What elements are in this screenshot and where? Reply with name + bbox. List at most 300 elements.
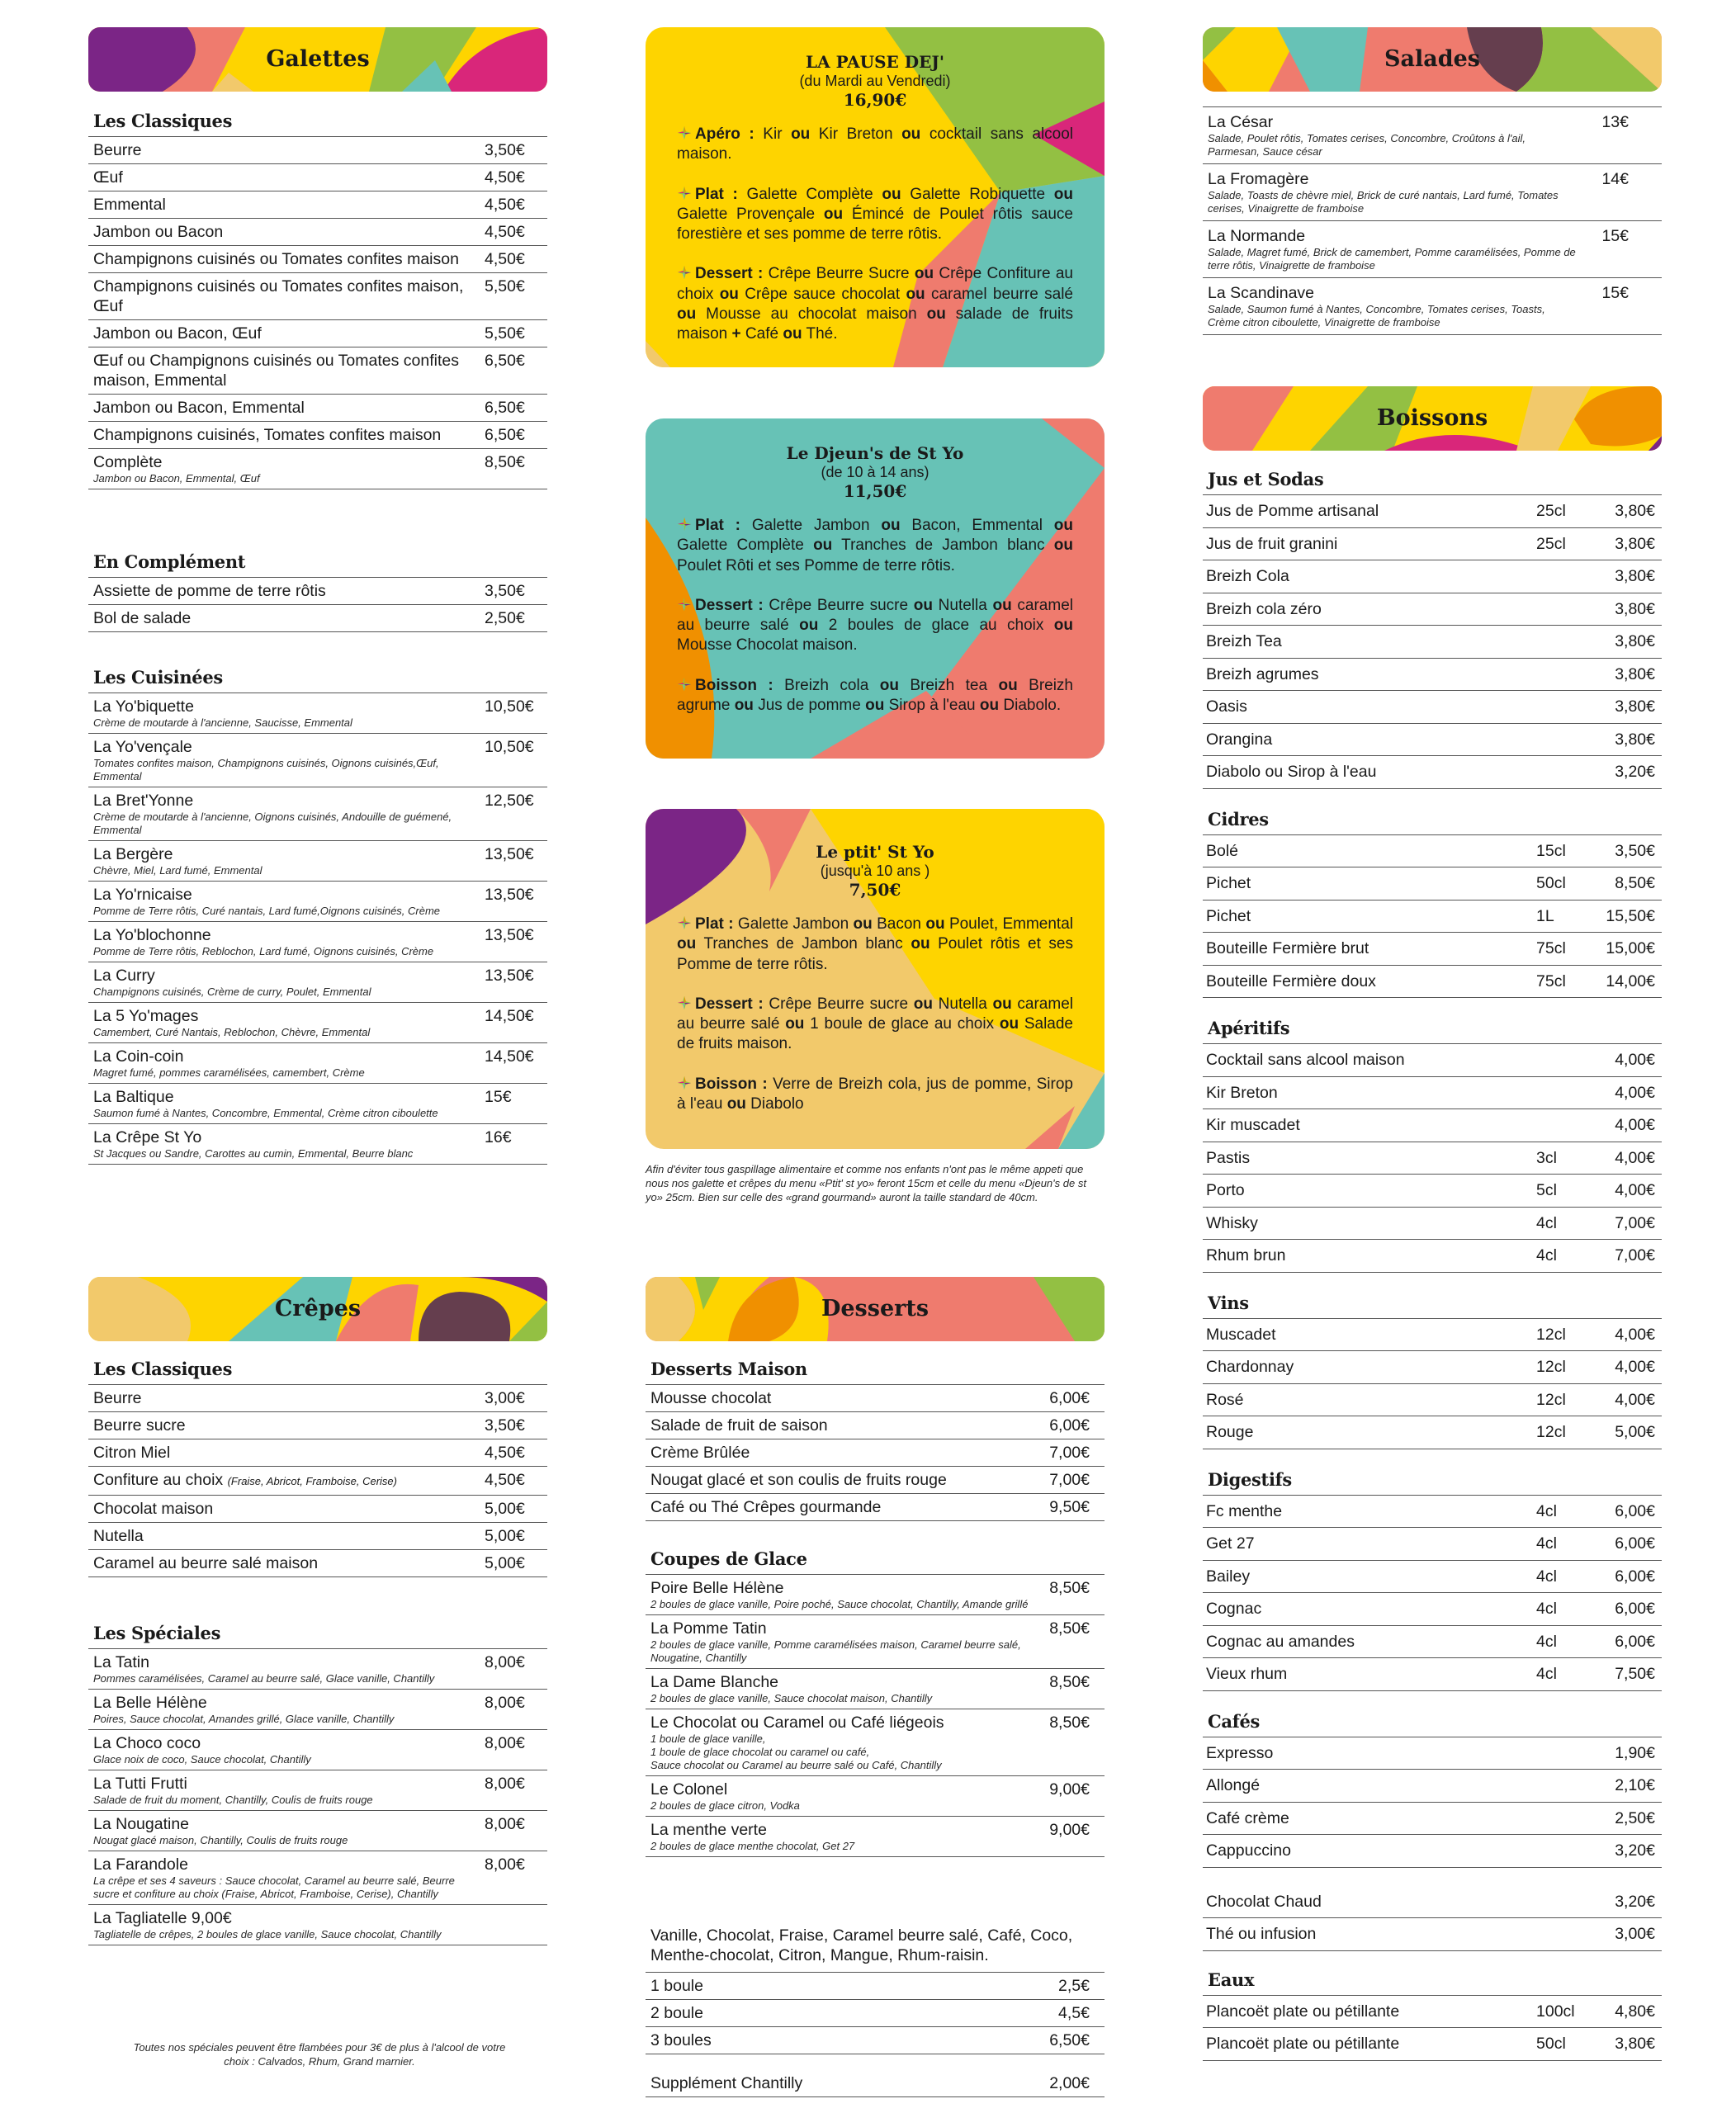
drink-row: [1203, 626, 1662, 659]
menu-item-row: [88, 1811, 547, 1851]
drink-row: [1203, 1319, 1662, 1352]
item-price: 8,00€: [485, 1815, 525, 1833]
drink-row: [1203, 1770, 1662, 1803]
parfums-row: [646, 1919, 1105, 1973]
item-volume: 75cl: [1536, 971, 1566, 990]
boissons-title: Boissons: [1376, 405, 1488, 431]
menu-item-row: [88, 962, 547, 1003]
menu-item-row: [646, 1467, 1105, 1494]
pause-dej-plat: Plat : Galette Complète ou Galette Robiquette ou Galette Provençale ou Émincé de Poulet rôtis sauce forestière et ses pomme de terre rôtis.: [677, 185, 1073, 243]
drink-row: [1203, 495, 1662, 528]
star-icon: [677, 265, 692, 280]
item-name: 1 boule: [650, 1977, 703, 1995]
item-price: 3,00€: [485, 1389, 525, 1407]
item-price: 6,00€: [1615, 1534, 1655, 1553]
item-price: 6,00€: [1049, 1389, 1090, 1407]
crepes-title: Crêpes: [274, 1296, 362, 1321]
pause-dej-price: 16,90€: [843, 90, 907, 110]
desserts-maison-section: [646, 1359, 1105, 1521]
item-name: La Tagliatelle 9,00€: [93, 1909, 232, 1927]
item-price: 8,00€: [485, 1734, 525, 1752]
item-price: 4,50€: [485, 168, 525, 187]
item-description: Salade, Saumon fumé à Nantes, Concombre, Tomates cerises, Toasts, Crème citron ciboulette, Vinaigrette de framboise: [1208, 303, 1545, 329]
menu-item-row: [646, 1709, 1105, 1776]
pause-dej-title: LA PAUSE DEJ': [806, 52, 944, 72]
item-price: 4,00€: [1615, 1116, 1655, 1134]
item-price: 13,50€: [485, 967, 534, 985]
item-price: 3,80€: [1615, 502, 1655, 520]
item-price: 7,50€: [1615, 1665, 1655, 1683]
drink-row: [1203, 724, 1662, 757]
salade-row: [1203, 278, 1662, 335]
item-description: Salade de fruit du moment, Chantilly, Coulis de fruits rouge: [93, 1794, 373, 1806]
menu-item-row: [646, 1385, 1105, 1412]
item-name: Kir muscadet: [1206, 1116, 1300, 1134]
crepes-classiques-section: [88, 1359, 547, 1577]
item-name: Vieux rhum: [1206, 1665, 1288, 1683]
item-price: 6,50€: [485, 399, 525, 417]
drink-row: [1203, 1737, 1662, 1770]
item-description: Pommes caramélisées, Caramel au beurre salé, Glace vanille, Chantilly: [93, 1672, 435, 1685]
item-description: Crème de moutarde à l'ancienne, Saucisse, Emmental: [93, 716, 352, 729]
item-description: Champignons cuisinés, Crème de curry, Poulet, Emmental: [93, 986, 371, 998]
menu-item-row: [88, 1003, 547, 1043]
item-name: La Curry: [93, 967, 155, 985]
star-icon: [677, 1075, 692, 1090]
menu-item-row: [88, 1905, 547, 1945]
item-name: Cognac: [1206, 1600, 1262, 1618]
star-icon: [677, 597, 692, 612]
drink-row: [1203, 1416, 1662, 1449]
menu-item-row: [88, 1550, 547, 1577]
drink-row: [1203, 756, 1662, 789]
star-icon: [677, 186, 692, 201]
salade-row: [1203, 221, 1662, 278]
salades-section: [1203, 106, 1662, 335]
menu-item-row: [646, 1776, 1105, 1817]
item-name: Salade de fruit de saison: [650, 1416, 828, 1435]
item-price: 6,00€: [1615, 1501, 1655, 1520]
item-price: 7,00€: [1049, 1444, 1090, 1462]
item-price: 4,00€: [1615, 1390, 1655, 1409]
djeuns-plat: Plat : Galette Jambon ou Bacon, Emmental ou Galette Complète ou Tranches de Jambon blanc ou Poulet Rôti et ses Pomme de terre rôtis.: [677, 517, 1073, 574]
item-price: 15€: [1601, 284, 1629, 302]
star-icon: [677, 517, 692, 532]
item-description: 2 boules de glace vanille, Poire poché, Sauce chocolat, Chantilly, Amande grillé: [650, 1598, 1029, 1610]
spacer-row: [1203, 1868, 1662, 1886]
boissons-group: [1203, 1469, 1662, 1691]
item-name: Rosé: [1206, 1390, 1244, 1409]
item-price: 14,50€: [485, 1007, 534, 1025]
item-price: 3,50€: [1615, 841, 1655, 860]
menu-item-row: [88, 578, 547, 605]
item-price: 13,50€: [485, 845, 534, 863]
crepes-speciales-section: [88, 1623, 547, 1945]
menu-item-row: [88, 1385, 547, 1412]
section-heading: Cafés: [1203, 1711, 1662, 1737]
ptit-boisson: Boisson : Verre de Breizh cola, jus de pomme, Sirop à l'eau ou Diabolo: [677, 1075, 1073, 1113]
drink-row: [1203, 1803, 1662, 1836]
ptit-plat: Plat : Galette Jambon ou Bacon ou Poulet, Emmental ou Tranches de Jambon blanc ou Poulet rôtis et ses Pomme de terre rôtis.: [677, 915, 1073, 973]
item-price: 13,50€: [485, 886, 534, 904]
item-name: La Normande: [1208, 227, 1306, 245]
item-volume: 75cl: [1536, 939, 1566, 957]
item-name: Beurre: [93, 141, 142, 159]
item-name: Thé ou infusion: [1206, 1925, 1317, 1943]
item-name: Beurre: [93, 1389, 142, 1407]
item-volume: 12cl: [1536, 1390, 1566, 1409]
item-description: 2 boules de glace vanille, Pomme caramélisées maison, Caramel beurre salé, Nougatine, Chantilly: [650, 1638, 1021, 1664]
pause-dej-card: [646, 27, 1105, 367]
menu-item-row: [646, 1494, 1105, 1521]
parfums-text: Vanille, Chocolat, Fraise, Caramel beurre salé, Café, Coco, Menthe-chocolat, Citron, Mangue, Rhum-raisin.: [650, 1926, 1073, 1964]
item-name: Jambon ou Bacon, Emmental: [93, 399, 305, 417]
section-heading: En Complément: [88, 551, 547, 578]
desserts-title: Desserts: [821, 1296, 929, 1321]
item-volume: 4cl: [1536, 1246, 1557, 1264]
item-price: 6,00€: [1049, 1416, 1090, 1435]
item-price: 8,00€: [485, 1653, 525, 1671]
item-volume: 12cl: [1536, 1325, 1566, 1344]
item-description: Tagliatelle de crêpes, 2 boules de glace vanille, Sauce chocolat, Chantilly: [93, 1928, 442, 1940]
item-description: Magret fumé, pommes caramélisées, camembert, Crème: [93, 1066, 365, 1079]
drink-row: [1203, 966, 1662, 999]
drink-row: [1203, 560, 1662, 593]
item-description: Jambon ou Bacon, Emmental, Œuf: [93, 472, 260, 485]
drink-row: [1203, 933, 1662, 966]
item-price: 2,00€: [1049, 2074, 1090, 2092]
item-price: 1,90€: [1615, 1743, 1655, 1762]
item-price: 8,50€: [1049, 1579, 1090, 1597]
item-name: [93, 1470, 465, 1491]
drink-row: [1203, 1077, 1662, 1110]
item-name: Whisky: [1206, 1213, 1258, 1232]
item-name: Œuf: [93, 168, 123, 187]
item-price: 3,20€: [1615, 763, 1655, 781]
djeuns-boisson: Boisson : Breizh cola ou Breizh tea ou Breizh agrume ou Jus de pomme ou Sirop à l'eau ou Diabolo.: [677, 676, 1074, 715]
item-name: La Pomme Tatin: [650, 1619, 767, 1638]
item-price: 7,00€: [1049, 1471, 1090, 1489]
menu-item-row: [88, 734, 547, 787]
item-name: La Belle Hélène: [93, 1694, 207, 1712]
drink-row: [1203, 1109, 1662, 1142]
desserts-banner: [646, 1277, 1105, 1341]
drink-row: [1203, 1351, 1662, 1384]
item-description: 2 boules de glace menthe chocolat, Get 27: [650, 1840, 855, 1852]
boissons-section: [1203, 469, 1662, 2081]
pause-dej-dessert: Dessert : Crêpe Beurre Sucre ou Crêpe Confiture au choix ou Crêpe sauce chocolat ou caramel beurre salé ou Mousse au chocolat maison ou salade de fruits maison + Café ou Thé.: [677, 265, 1073, 343]
menu-item-row: [646, 1669, 1105, 1709]
section-heading: Les Spéciales: [88, 1623, 547, 1649]
salades-title: Salades: [1384, 46, 1480, 72]
item-price: 4,50€: [485, 196, 525, 214]
crepes-flambe-note: Toutes nos spéciales peuvent être flambées pour 3€ de plus à l'alcool de votre choix : Calvados, Rhum, Grand marnier.: [133, 2041, 506, 2068]
item-name: Supplément Chantilly: [650, 2074, 803, 2092]
item-name: Chocolat maison: [93, 1500, 214, 1518]
item-name: Bouteille Fermière brut: [1206, 939, 1369, 957]
item-name: La Crêpe St Yo: [93, 1128, 202, 1146]
item-name: Muscadet: [1206, 1325, 1276, 1344]
item-description: Poires, Sauce chocolat, Amandes grillé, Glace vanille, Chantilly: [93, 1713, 395, 1725]
item-volume: 3cl: [1536, 1148, 1557, 1167]
djeuns-dessert: Dessert : Crêpe Beurre sucre ou Nutella ou caramel au beurre salé ou 2 boules de glace au choix ou Mousse Chocolat maison.: [677, 596, 1073, 655]
item-price: 3,80€: [1615, 632, 1655, 650]
item-price: 9,00€: [1049, 1821, 1090, 1839]
menu-item-row: [646, 2000, 1105, 2027]
item-price: 5,00€: [1615, 1423, 1655, 1441]
item-name: La Yo'rnicaise: [93, 886, 192, 904]
menu-item-row: [88, 841, 547, 882]
item-price: 15,00€: [1606, 939, 1655, 957]
item-name: La menthe verte: [650, 1821, 767, 1839]
item-name: Chardonnay: [1206, 1358, 1294, 1376]
item-name: Breizh Cola: [1206, 567, 1289, 585]
item-price: 3,20€: [1615, 1841, 1655, 1860]
menu-item-row: [88, 422, 547, 449]
drink-row: [1203, 1996, 1662, 2029]
galettes-banner: [88, 27, 547, 92]
item-name: Œuf ou Champignons cuisinés ou Tomates confites maison, Emmental: [93, 352, 459, 390]
item-price: 15,50€: [1606, 906, 1655, 925]
item-price: 10,50€: [485, 697, 534, 716]
item-price: 14,00€: [1606, 971, 1655, 990]
item-name: Champignons cuisinés, Tomates confites maison: [93, 426, 442, 444]
boissons-group: [1203, 1969, 1662, 2061]
item-price: 2,10€: [1615, 1776, 1655, 1794]
menu-item-row: [88, 1467, 547, 1496]
item-volume: 5cl: [1536, 1181, 1557, 1199]
drink-row: [1203, 659, 1662, 692]
item-name: Complète: [93, 453, 163, 471]
djeuns-price: 11,50€: [843, 481, 907, 501]
drink-row: [1203, 867, 1662, 901]
menu-item-row: [646, 1817, 1105, 1857]
menu-item-row: [88, 882, 547, 922]
item-price: 5,00€: [485, 1500, 525, 1518]
item-price: 8,50€: [485, 453, 525, 471]
section-heading: Eaux: [1203, 1969, 1662, 1996]
item-price: 5,50€: [485, 324, 525, 343]
menu-item-row: [646, 1973, 1105, 2000]
drink-row: [1203, 2028, 1662, 2061]
djeuns-subtitle: (de 10 à 14 ans): [821, 464, 929, 480]
item-description: Tomates confites maison, Champignons cuisinés, Oignons cuisinés,Œuf, Emmental: [93, 757, 439, 782]
item-price: 6,00€: [1615, 1632, 1655, 1651]
item-price: 4,50€: [485, 1444, 525, 1462]
item-volume: 25cl: [1536, 534, 1566, 553]
item-description: Nougat glacé maison, Chantilly, Coulis de fruits rouge: [93, 1834, 348, 1846]
item-name: La Baltique: [93, 1088, 174, 1106]
item-name: Bol de salade: [93, 609, 192, 627]
item-price: 13,50€: [485, 926, 534, 944]
menu-item-row: [88, 1851, 547, 1905]
item-volume: 4cl: [1536, 1534, 1557, 1553]
star-icon: [677, 995, 692, 1010]
galettes-complement-section: [88, 551, 547, 632]
item-name: Plancoët plate ou pétillante: [1206, 2035, 1400, 2053]
item-description: Camembert, Curé Nantais, Reblochon, Chèvre, Emmental: [93, 1026, 371, 1038]
galettes-title: Galettes: [266, 46, 370, 72]
menu-item-row: [646, 1412, 1105, 1439]
drink-row: [1203, 1175, 1662, 1208]
menu-item-row: [646, 2027, 1105, 2054]
item-price: 2,50€: [485, 609, 525, 627]
menu-item-row: [88, 1439, 547, 1467]
item-name: Nutella: [93, 1527, 144, 1545]
menu-item-row: [88, 1523, 547, 1550]
section-heading: Digestifs: [1203, 1469, 1662, 1496]
menu-item-row: [646, 1439, 1105, 1467]
item-name-text: Confiture au choix: [93, 1471, 224, 1489]
item-name: Mousse chocolat: [650, 1389, 772, 1407]
item-description: Chèvre, Miel, Lard fumé, Emmental: [93, 864, 263, 877]
item-name: Get 27: [1206, 1534, 1255, 1553]
section-heading: Les Classiques: [88, 1359, 547, 1385]
djeuns-title: Le Djeun's de St Yo: [786, 443, 964, 463]
menu-item-row: [88, 219, 547, 246]
item-name: La 5 Yo'mages: [93, 1007, 199, 1025]
item-price: 16€: [485, 1128, 512, 1146]
menu-item-row: [88, 273, 547, 320]
item-price: 4,00€: [1615, 1148, 1655, 1167]
ptit-title: Le ptit' St Yo: [816, 842, 934, 862]
item-name: Le Chocolat ou Caramel ou Café liégeois: [650, 1714, 944, 1732]
item-name: Caramel au beurre salé maison: [93, 1554, 319, 1572]
item-name: Jambon ou Bacon: [93, 223, 224, 241]
item-price: 15€: [485, 1088, 512, 1106]
item-price: 4,00€: [1615, 1051, 1655, 1069]
item-name: Nougat glacé et son coulis de fruits rouge: [650, 1471, 947, 1489]
menu-item-row: [88, 164, 547, 191]
drink-row: [1203, 1240, 1662, 1273]
menu-item-row: [88, 320, 547, 347]
portion-note: Afin d'éviter tous gaspillage alimentaire et comme nos enfants n'ont pas le même appeti que nous nos galette et crêpes du menu «Ptit' st yo» feront 15cm et celle du menu «Djeun's de st yo» 25cm. Bien sur celle des «grand gourmand» auront la taille standard de 40cm.: [646, 1163, 1086, 1203]
item-price: 6,00€: [1615, 1600, 1655, 1618]
item-price: 8,50€: [1615, 874, 1655, 892]
item-price: 4,80€: [1615, 2002, 1655, 2021]
galettes-classiques-section: [88, 111, 547, 489]
item-description: Salade, Magret fumé, Brick de camembert, Pomme caramélisées, Pomme de terre rôtis, Vinaigrette de framboise: [1208, 246, 1576, 272]
item-volume: 4cl: [1536, 1213, 1557, 1232]
item-price: 6,50€: [485, 352, 525, 370]
galettes-cuisinees-section: [88, 667, 547, 1165]
item-volume: 100cl: [1536, 2002, 1575, 2021]
item-volume: 12cl: [1536, 1423, 1566, 1441]
boissons-banner: [1203, 386, 1662, 451]
item-name: La Choco coco: [93, 1734, 201, 1752]
item-name: La Scandinave: [1208, 284, 1315, 302]
item-price: 3,80€: [1615, 2035, 1655, 2053]
section-heading: Les Cuisinées: [88, 667, 547, 693]
item-name: Plancoët plate ou pétillante: [1206, 2002, 1400, 2021]
crepes-banner: [88, 1277, 547, 1341]
drink-row: [1203, 835, 1662, 868]
boissons-group: [1203, 469, 1662, 789]
menu-item-row: [88, 1690, 547, 1730]
item-name: La Yo'blochonne: [93, 926, 211, 944]
item-price: 13€: [1601, 113, 1629, 131]
menu-item-row: [88, 1496, 547, 1523]
item-price: 5,50€: [485, 277, 525, 295]
item-inline-desc: (Fraise, Abricot, Framboise, Cerise): [227, 1475, 397, 1487]
item-description: Crème de moutarde à l'ancienne, Oignons cuisinés, Andouille de guémené, Emmental: [93, 811, 452, 836]
glace-parfums-section: [646, 1919, 1105, 2054]
item-name: La Nougatine: [93, 1815, 190, 1833]
item-volume: 25cl: [1536, 502, 1566, 520]
item-name: 2 boule: [650, 2004, 703, 2022]
item-name: La Tutti Frutti: [93, 1775, 187, 1793]
item-name: Breizh cola zéro: [1206, 599, 1322, 618]
item-name: Assiette de pomme de terre rôtis: [93, 582, 326, 600]
menu-item-row: [88, 1043, 547, 1084]
item-price: 6,50€: [1049, 2031, 1090, 2049]
item-price: 4,00€: [1615, 1083, 1655, 1102]
item-price: 3,80€: [1615, 697, 1655, 716]
item-volume: 15cl: [1536, 841, 1566, 860]
item-volume: 50cl: [1536, 874, 1566, 892]
item-price: 8,50€: [1049, 1673, 1090, 1691]
item-price: 12,50€: [485, 792, 534, 810]
item-name: Crème Brûlée: [650, 1444, 750, 1462]
item-name: Pastis: [1206, 1148, 1251, 1167]
item-description: Glace noix de coco, Sauce chocolat, Chantilly: [93, 1753, 311, 1766]
boissons-group: [1203, 1018, 1662, 1273]
item-name: Orangina: [1206, 730, 1273, 749]
item-name: Allongé: [1206, 1776, 1261, 1794]
drink-row: [1203, 593, 1662, 626]
item-name: Fc menthe: [1206, 1501, 1283, 1520]
item-price: 6,50€: [485, 426, 525, 444]
item-volume: 12cl: [1536, 1358, 1566, 1376]
item-volume: 4cl: [1536, 1632, 1557, 1651]
section-heading: Apéritifs: [1203, 1018, 1662, 1044]
item-name: Breizh agrumes: [1206, 664, 1319, 683]
item-name: Champignons cuisinés ou Tomates confites maison: [93, 250, 459, 268]
item-description: Salade, Poulet rôtis, Tomates cerises, Concombre, Croûtons à l'ail, Parmesan, Sauce césar: [1208, 132, 1526, 158]
item-price: 4,50€: [485, 250, 525, 268]
djeuns-card: [646, 418, 1105, 759]
menu-item-row: [88, 137, 547, 164]
drink-row: [1203, 1208, 1662, 1241]
item-price: 3,80€: [1615, 534, 1655, 553]
menu-item-row: [88, 449, 547, 489]
item-name: La César: [1208, 113, 1274, 131]
item-name: Poire Belle Hélène: [650, 1579, 784, 1597]
item-name: Breizh Tea: [1206, 632, 1282, 650]
item-volume: 50cl: [1536, 2035, 1566, 2053]
item-description: Pomme de Terre rôtis, Reblochon, Lard fumé, Oignons cuisinés, Crème: [93, 945, 434, 957]
item-price: 4,00€: [1615, 1181, 1655, 1199]
boissons-group: [1203, 1711, 1662, 1951]
item-price: 3,20€: [1615, 1892, 1655, 1911]
menu-item-row: [88, 1084, 547, 1124]
item-name: La Yo'vençale: [93, 738, 192, 756]
drink-row: [1203, 1496, 1662, 1529]
item-price: 2,5€: [1058, 1977, 1090, 1995]
item-name: Café crème: [1206, 1808, 1289, 1827]
item-description: 2 boules de glace vanille, Sauce chocolat maison, Chantilly: [650, 1692, 933, 1704]
item-description: Pomme de Terre rôtis, Curé nantais, Lard fumé,Oignons cuisinés, Crème: [93, 905, 441, 917]
star-icon: [677, 915, 692, 930]
menu-item-row: [88, 1412, 547, 1439]
drink-row: [1203, 1835, 1662, 1868]
item-name: Oasis: [1206, 697, 1247, 716]
item-name: Porto: [1206, 1181, 1245, 1199]
menu-item-row: [646, 1615, 1105, 1669]
pause-dej-apero: Apéro : Kir ou Kir Breton ou cocktail sans alcool maison.: [677, 125, 1074, 163]
item-price: 3,50€: [485, 141, 525, 159]
item-name: Cocktail sans alcool maison: [1206, 1051, 1405, 1069]
